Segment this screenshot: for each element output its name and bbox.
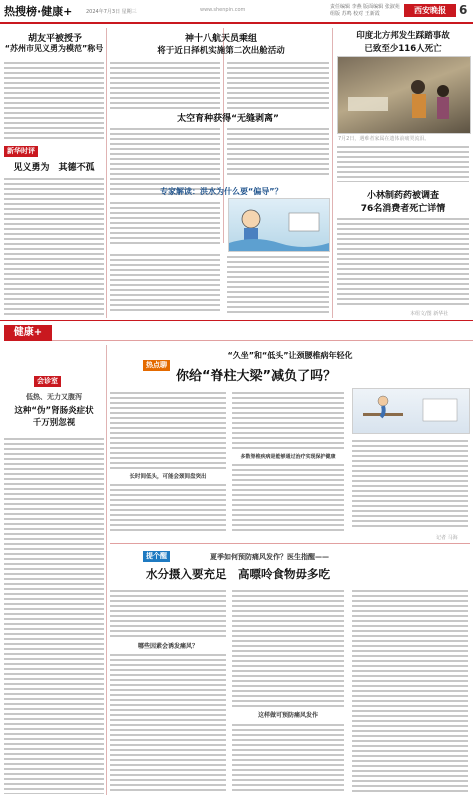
editor-credits — [330, 4, 400, 18]
gout-subhead-1: 哪些因素会诱发痛风？ — [137, 643, 198, 650]
stampede-photo-scene — [338, 57, 470, 133]
consult-headline-2: 千万别忽视 — [32, 418, 76, 428]
survey-headline-2: 76名消费者死亡详情 — [360, 204, 446, 214]
spine-tag: 热点聊 — [143, 360, 170, 371]
spine-body-text-4 — [232, 462, 344, 534]
column-divider — [223, 28, 224, 243]
consult-headline: 这种“伪”肾肠炎症状 — [14, 406, 94, 416]
stampede-headline: 印度北方邦发生踩踏事故 — [356, 31, 450, 41]
gout-subhead-2: 这样做可预防痛风发作 — [257, 712, 318, 719]
stampede-photo — [337, 56, 471, 134]
spine-body-text-2 — [110, 482, 226, 534]
survey-byline: 本组文/图 新华社 — [410, 311, 449, 317]
spine-byline: 记者 马海 — [436, 535, 458, 541]
consult-kicker: 低热、无力又腹泻 — [26, 393, 82, 401]
flood-body-text — [110, 200, 220, 245]
site-url[interactable]: www.shenpin.com — [200, 7, 246, 13]
column-divider — [106, 345, 107, 795]
flood-body-text-3 — [227, 254, 329, 314]
spine-body-text-5 — [352, 438, 468, 530]
spine-subhead-2: 多数脊椎疾病是能够通过治疗实现保护健康 — [240, 454, 336, 460]
space-headline: 神十八航天员乘组 — [184, 34, 257, 44]
seed-body-text-2 — [227, 126, 329, 178]
flood-cartoon-image — [228, 198, 330, 252]
consult-tag: 会诊室 — [34, 376, 61, 387]
gout-body-text-4 — [232, 722, 344, 794]
commentary-body-text — [4, 176, 104, 316]
section-rule — [0, 320, 473, 321]
seed-headline: 太空育种获得“无缝剥离” — [177, 114, 279, 124]
flood-body-text-2 — [110, 252, 220, 314]
column-divider — [106, 28, 107, 318]
section-title: 热搜榜·健康+ — [4, 5, 73, 18]
gout-body-text-3 — [232, 588, 344, 708]
spine-illustration — [352, 388, 470, 434]
spine-headline: 你给“脊柱大梁”减负了吗？ — [176, 369, 337, 384]
gout-headline: 水分摄入要充足 高嘌呤食物毋多吃 — [146, 567, 330, 581]
flood-cartoon-illustration — [229, 199, 329, 251]
commentary-headline: 见义勇为 其德不孤 — [13, 163, 95, 173]
stampede-caption: 7月2日，遇难者家属在遗体前痛哭流泪。 — [338, 136, 430, 142]
editor-line-2: 组版 苏鸣 校对 王新霞 — [330, 11, 380, 17]
spine-figure-icon — [353, 389, 469, 433]
space-body-text — [110, 60, 220, 112]
consult-body-text — [4, 436, 104, 794]
newspaper-logo: 西安晚报 — [404, 4, 456, 17]
award-headline-2: “苏州市见义勇为模范”称号 — [4, 44, 104, 53]
stampede-headline-2: 已致至少116人死亡 — [364, 44, 442, 54]
spine-kicker: “久坐”和“低头”让颈腰椎病年轻化 — [227, 351, 353, 360]
spine-body-text-3 — [232, 390, 344, 450]
survey-headline: 小林制药药被调查 — [366, 191, 439, 201]
award-headline: 胡友平被授予 — [27, 34, 82, 44]
gout-kicker: 夏季如何预防痛风发作？医生指醒—— — [210, 553, 329, 561]
page-header — [0, 0, 473, 24]
gout-body-text-2 — [110, 652, 226, 794]
stampede-body-text — [337, 144, 469, 182]
health-section-brand: 健康+ — [4, 325, 52, 341]
gout-body-text — [110, 588, 226, 640]
column-divider — [332, 28, 333, 318]
spine-body-text — [110, 390, 226, 472]
gout-body-text-5 — [352, 588, 468, 794]
space-headline-2: 将于近日择机实施第二次出舱活动 — [157, 46, 285, 56]
space-body-text-2 — [227, 60, 329, 112]
survey-body-text — [337, 216, 469, 308]
spine-subhead-1: 长时间低头，可能会颈间盘突出 — [129, 474, 207, 480]
gout-rule — [110, 543, 470, 544]
flood-headline: 专家解读：洪水为什么要“偏导”？ — [160, 187, 283, 196]
issue-date: 2024年7月3日 星期三 — [86, 9, 137, 15]
gout-tag: 提个醒 — [143, 551, 170, 562]
editor-line-1: 责任编辑 李燕 版面编辑 张淑苑 — [330, 4, 400, 10]
award-body-text — [4, 60, 104, 142]
page-number: 6 — [459, 3, 468, 17]
commentary-badge: 新华时评 — [4, 146, 38, 157]
section-underline — [52, 340, 473, 341]
